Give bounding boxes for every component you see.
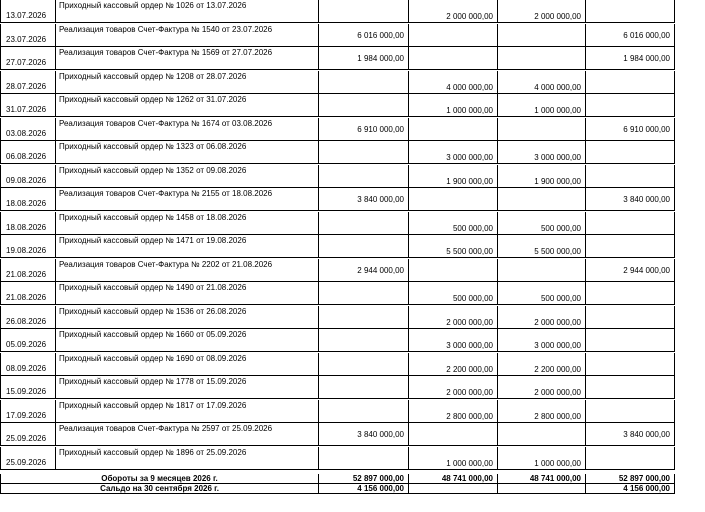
saldo-debit: 4 156 000,00 (319, 484, 409, 494)
table-row (0, 24, 675, 47)
debit-cell (319, 165, 409, 188)
payment-cell: 500 000,00 (409, 282, 498, 305)
turnover-balance: 52 897 000,00 (586, 474, 675, 484)
balance-cell (586, 447, 675, 470)
turnover-debit: 52 897 000,00 (319, 474, 409, 484)
balance-cell (586, 212, 675, 235)
payment-cell: 2 000 000,00 (409, 306, 498, 329)
credit-cell: 2 200 000,00 (498, 353, 586, 376)
credit-cell: 5 500 000,00 (498, 235, 586, 258)
credit-cell: 1 000 000,00 (498, 94, 586, 117)
date-cell: 06.08.2026 (0, 141, 56, 164)
table-row (0, 212, 675, 235)
debit-cell: 3 840 000,00 (319, 423, 409, 446)
credit-cell: 2 800 000,00 (498, 400, 586, 423)
date-cell: 21.08.2026 (0, 259, 56, 282)
credit-cell (498, 47, 586, 70)
debit-cell (319, 306, 409, 329)
balance-cell (586, 376, 675, 399)
date-cell: 05.09.2026 (0, 329, 56, 352)
date-cell: 17.09.2026 (0, 400, 56, 423)
credit-cell (498, 118, 586, 141)
saldo-payment (409, 484, 498, 494)
document-cell: Реализация товаров Счет-Фактура № 2202 от 21.08.2026 (56, 259, 319, 282)
table-row (0, 165, 675, 188)
saldo-label: Сальдо на 30 сентября 2026 г. (0, 484, 319, 494)
document-cell: Приходный кассовый ордер № 1208 от 28.07.2026 (56, 71, 319, 94)
payment-cell: 1 900 000,00 (409, 165, 498, 188)
debit-cell (319, 447, 409, 470)
table-row (0, 118, 675, 141)
debit-cell (319, 212, 409, 235)
table-row (0, 188, 675, 211)
balance-cell (586, 400, 675, 423)
payment-cell (409, 188, 498, 211)
credit-cell: 3 000 000,00 (498, 141, 586, 164)
payment-cell: 4 000 000,00 (409, 71, 498, 94)
credit-cell: 500 000,00 (498, 212, 586, 235)
payment-cell: 3 000 000,00 (409, 329, 498, 352)
document-cell: Реализация товаров Счет-Фактура № 1569 от 27.07.2026 (56, 47, 319, 70)
document-cell: Приходный кассовый ордер № 1490 от 21.08.2026 (56, 282, 319, 305)
document-cell: Реализация товаров Счет-Фактура № 2597 от 25.09.2026 (56, 423, 319, 446)
table-row (0, 235, 675, 258)
payment-cell (409, 423, 498, 446)
document-cell: Приходный кассовый ордер № 1352 от 09.08.2026 (56, 165, 319, 188)
debit-cell (319, 141, 409, 164)
balance-cell: 3 840 000,00 (586, 188, 675, 211)
credit-cell: 2 000 000,00 (498, 376, 586, 399)
credit-cell: 4 000 000,00 (498, 71, 586, 94)
balance-cell: 3 840 000,00 (586, 423, 675, 446)
debit-cell: 6 016 000,00 (319, 24, 409, 47)
document-cell: Приходный кассовый ордер № 1660 от 05.09.2026 (56, 329, 319, 352)
document-cell: Реализация товаров Счет-Фактура № 1674 от 03.08.2026 (56, 118, 319, 141)
balance-cell (586, 329, 675, 352)
payment-cell: 3 000 000,00 (409, 141, 498, 164)
date-cell: 15.09.2026 (0, 376, 56, 399)
payment-cell (409, 24, 498, 47)
saldo-balance: 4 156 000,00 (586, 484, 675, 494)
document-cell: Приходный кассовый ордер № 1896 от 25.09.2026 (56, 447, 319, 470)
debit-cell: 6 910 000,00 (319, 118, 409, 141)
balance-cell (586, 306, 675, 329)
credit-cell: 1 900 000,00 (498, 165, 586, 188)
credit-cell: 2 000 000,00 (498, 0, 586, 23)
balance-cell (586, 165, 675, 188)
balance-cell: 6 016 000,00 (586, 24, 675, 47)
payment-cell: 2 200 000,00 (409, 353, 498, 376)
table-row (0, 400, 675, 423)
credit-cell (498, 188, 586, 211)
date-cell: 21.08.2026 (0, 282, 56, 305)
debit-cell (319, 71, 409, 94)
date-cell: 25.09.2026 (0, 447, 56, 470)
balance-cell (586, 282, 675, 305)
document-cell: Реализация товаров Счет-Фактура № 1540 от 23.07.2026 (56, 24, 319, 47)
date-cell: 03.08.2026 (0, 118, 56, 141)
table-row (0, 259, 675, 282)
saldo-row (0, 484, 675, 494)
table-row (0, 423, 675, 446)
date-cell: 08.09.2026 (0, 353, 56, 376)
turnover-label: Обороты за 9 месяцев 2026 г. (0, 474, 319, 484)
table-row (0, 71, 675, 94)
balance-cell (586, 71, 675, 94)
balance-cell (586, 141, 675, 164)
table-row (0, 0, 675, 23)
table-row (0, 282, 675, 305)
balance-cell (586, 0, 675, 23)
date-cell: 18.08.2026 (0, 188, 56, 211)
payment-cell: 2 000 000,00 (409, 0, 498, 23)
turnover-payment: 48 741 000,00 (409, 474, 498, 484)
payment-cell: 5 500 000,00 (409, 235, 498, 258)
date-cell: 28.07.2026 (0, 71, 56, 94)
credit-cell: 500 000,00 (498, 282, 586, 305)
debit-cell (319, 400, 409, 423)
date-cell: 23.07.2026 (0, 24, 56, 47)
credit-cell: 2 000 000,00 (498, 306, 586, 329)
debit-cell (319, 94, 409, 117)
debit-cell (319, 0, 409, 23)
document-cell: Приходный кассовый ордер № 1817 от 17.09.2026 (56, 400, 319, 423)
balance-cell (586, 235, 675, 258)
date-cell: 19.08.2026 (0, 235, 56, 258)
turnover-credit: 48 741 000,00 (498, 474, 586, 484)
turnover-row (0, 474, 675, 484)
debit-cell: 3 840 000,00 (319, 188, 409, 211)
table-row (0, 329, 675, 352)
payment-cell: 2 000 000,00 (409, 376, 498, 399)
date-cell: 25.09.2026 (0, 423, 56, 446)
balance-cell (586, 94, 675, 117)
balance-cell: 2 944 000,00 (586, 259, 675, 282)
table-row (0, 306, 675, 329)
table-row (0, 376, 675, 399)
date-cell: 09.08.2026 (0, 165, 56, 188)
payment-cell (409, 118, 498, 141)
payment-cell (409, 259, 498, 282)
payment-cell: 1 000 000,00 (409, 447, 498, 470)
document-cell: Реализация товаров Счет-Фактура № 2155 от 18.08.2026 (56, 188, 319, 211)
saldo-credit (498, 484, 586, 494)
credit-cell: 3 000 000,00 (498, 329, 586, 352)
document-cell: Приходный кассовый ордер № 1458 от 18.08.2026 (56, 212, 319, 235)
document-cell: Приходный кассовый ордер № 1026 от 13.07.2026 (56, 0, 319, 23)
document-cell: Приходный кассовый ордер № 1262 от 31.07.2026 (56, 94, 319, 117)
table-row (0, 94, 675, 117)
table-row (0, 353, 675, 376)
balance-cell: 1 984 000,00 (586, 47, 675, 70)
payment-cell: 2 800 000,00 (409, 400, 498, 423)
credit-cell (498, 259, 586, 282)
table-row (0, 47, 675, 70)
debit-cell (319, 353, 409, 376)
debit-cell: 2 944 000,00 (319, 259, 409, 282)
date-cell: 13.07.2026 (0, 0, 56, 23)
debit-cell (319, 376, 409, 399)
document-cell: Приходный кассовый ордер № 1778 от 15.09.2026 (56, 376, 319, 399)
debit-cell: 1 984 000,00 (319, 47, 409, 70)
document-cell: Приходный кассовый ордер № 1323 от 06.08.2026 (56, 141, 319, 164)
payment-cell: 500 000,00 (409, 212, 498, 235)
date-cell: 18.08.2026 (0, 212, 56, 235)
debit-cell (319, 329, 409, 352)
document-cell: Приходный кассовый ордер № 1471 от 19.08.2026 (56, 235, 319, 258)
credit-cell: 1 000 000,00 (498, 447, 586, 470)
balance-cell: 6 910 000,00 (586, 118, 675, 141)
credit-cell (498, 24, 586, 47)
payment-cell (409, 47, 498, 70)
date-cell: 27.07.2026 (0, 47, 56, 70)
date-cell: 26.08.2026 (0, 306, 56, 329)
document-cell: Приходный кассовый ордер № 1690 от 08.09.2026 (56, 353, 319, 376)
credit-cell (498, 423, 586, 446)
payment-cell: 1 000 000,00 (409, 94, 498, 117)
table-row (0, 141, 675, 164)
debit-cell (319, 235, 409, 258)
date-cell: 31.07.2026 (0, 94, 56, 117)
document-cell: Приходный кассовый ордер № 1536 от 26.08.2026 (56, 306, 319, 329)
table-row (0, 447, 675, 470)
debit-cell (319, 282, 409, 305)
balance-cell (586, 353, 675, 376)
